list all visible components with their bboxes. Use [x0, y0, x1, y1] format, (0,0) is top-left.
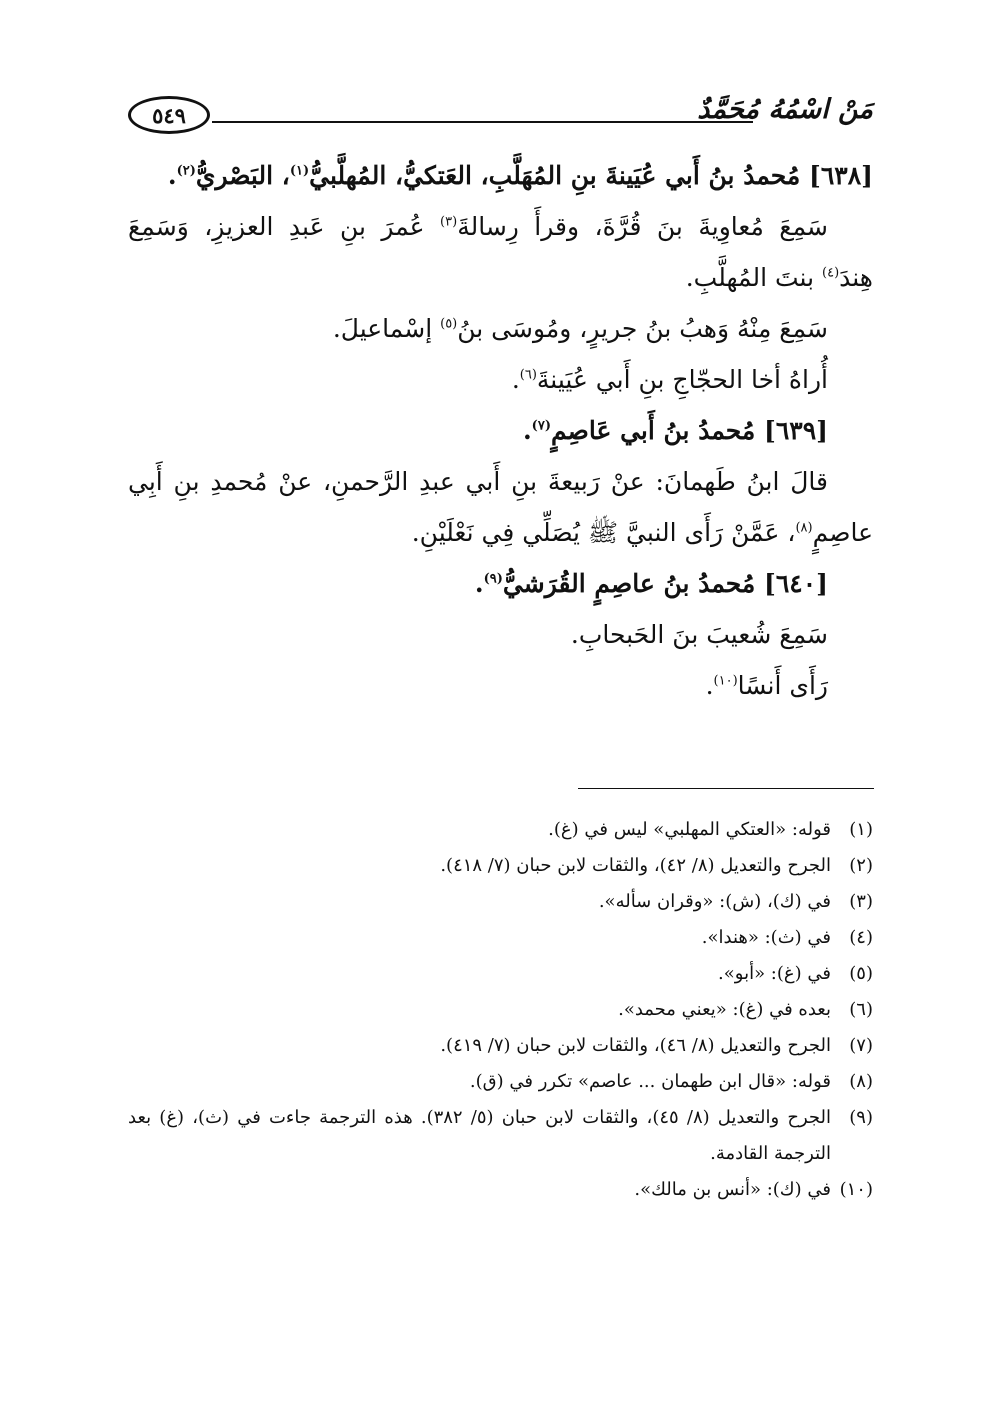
footnote-text: في (ك)، (ش): «وقران سأله».	[598, 891, 831, 912]
entry-heading-639	[128, 405, 873, 456]
running-header-title: مَنْ اسْمُهُ مُحَمَّدٌ	[697, 94, 873, 125]
text-run: ، البَصْريُّ	[195, 161, 290, 190]
text-run: سَمِعَ مُعاوِيةَ بنَ قُرَّةَ، وقرأَ رِسالةَ	[457, 212, 828, 241]
footnote-number: (١٠)	[839, 1179, 873, 1200]
text-run: إسْماعيلَ.	[332, 314, 441, 343]
footnote-text: في (غ): «أبو».	[718, 963, 831, 984]
footnote-text: قوله: «العتكي المهلبي» ليس في (غ).	[548, 819, 831, 840]
footnote-number: (٢)	[849, 855, 873, 876]
text-run: هِندَ	[839, 263, 873, 292]
text-run: .	[705, 671, 714, 700]
footnote-number: (٦)	[849, 999, 873, 1020]
footnote-ref: (٩)	[483, 571, 503, 587]
text-line	[128, 507, 873, 558]
footnote-ref: (٢)	[176, 163, 196, 179]
text-line	[128, 201, 873, 252]
footnote-ref: (٦)	[519, 367, 537, 383]
footnote-ref: (٧)	[531, 418, 551, 434]
text-run: سَمِعَ شُعيبَ بنَ الحَبحابِ.	[570, 620, 828, 649]
text-run: [٦٣٨] مُحمدُ بنُ أَبي عُيَينةَ بنِ المُهَلَّبِ، العَتكيُّ، المُهلَّبيُّ	[309, 161, 873, 190]
footnote-text: الجرح والتعديل (٨/ ٤٢)، والثقات لابن حبان (٧/ ٤١٨).	[440, 855, 831, 876]
entry-heading-638	[128, 150, 873, 201]
page-number: ٥٤٩	[152, 102, 186, 128]
text-line	[128, 252, 873, 303]
footnote-text: الجرح والتعديل (٨/ ٤٥)، والثقات لابن حبان (٥/ ٣٨٢). هذه الترجمة جاءت في (ث)، (غ) بعد الترجمة القادمة.	[128, 1107, 831, 1164]
text-line	[128, 660, 873, 711]
footnote-text: في (ك): «أنس بن مالك».	[634, 1179, 831, 1200]
text-run: .	[511, 365, 520, 394]
text-run: [٦٤٠] مُحمدُ بنُ عاصِمٍ القُرَشيُّ	[502, 569, 828, 598]
footnote	[128, 1100, 873, 1172]
page-number-badge	[128, 96, 210, 134]
text-line	[128, 609, 873, 660]
footnote-ref: (١)	[289, 163, 310, 179]
text-line	[128, 303, 873, 354]
footnote-number: (٧)	[849, 1035, 873, 1056]
footnote-ref: (٣)	[440, 214, 458, 230]
footnote-number: (٥)	[849, 963, 873, 984]
footnote-separator	[578, 788, 874, 789]
text-run: [٦٣٩] مُحمدُ بنُ أَبي عَاصِمٍ	[550, 416, 828, 445]
footnote-text: الجرح والتعديل (٨/ ٤٦)، والثقات لابن حبان (٧/ ٤١٩).	[440, 1035, 831, 1056]
entry-heading-640	[128, 558, 873, 609]
footnote-number: (٣)	[849, 891, 873, 912]
footnote-ref: (٥)	[440, 316, 458, 332]
text-run: عُمرَ بنِ عَبدِ العزيزِ، وَسَمِعَ	[128, 212, 441, 241]
footnotes	[128, 812, 873, 1208]
footnote	[128, 1028, 873, 1064]
footnote	[128, 848, 873, 884]
footnote	[128, 956, 873, 992]
main-text	[128, 150, 873, 711]
footnote	[128, 920, 873, 956]
footnote-ref: (٨)	[795, 520, 813, 536]
text-run: ، عَمَّنْ رَأَى النبيَّ ﷺ يُصَلِّي فِي نَعْلَيْنِ.	[411, 518, 796, 547]
text-run: أُراهُ أخا الحجّاجِ بنِ أَبي عُيَينةَ	[536, 365, 828, 394]
footnote-text: قوله: «قال ابن طهمان ... عاصم» تكرر في (ق).	[469, 1071, 831, 1092]
footnote-ref: (١٠)	[713, 673, 738, 689]
footnote	[128, 1172, 873, 1208]
text-run: .	[522, 416, 532, 445]
footnote-ref: (٤)	[822, 265, 840, 281]
text-run: .	[474, 569, 484, 598]
text-run: بنتَ المُهلَّبِ.	[685, 263, 822, 292]
running-header	[128, 88, 873, 144]
text-run: عاصِمٍ	[812, 518, 873, 547]
footnote-number: (٨)	[849, 1071, 873, 1092]
text-line	[128, 456, 873, 507]
footnote-number: (٩)	[849, 1107, 873, 1128]
text-line	[128, 354, 873, 405]
footnote	[128, 812, 873, 848]
footnote-text: في (ث): «هندا».	[701, 927, 831, 948]
text-run: رَأَى أَنسًا	[737, 671, 828, 700]
text-run: .	[167, 161, 177, 190]
footnote-number: (١)	[849, 819, 873, 840]
footnote-number: (٤)	[849, 927, 873, 948]
header-rule	[212, 121, 753, 123]
footnote	[128, 884, 873, 920]
text-run: سَمِعَ مِنْهُ وَهبُ بنُ جريرٍ، ومُوسَى بنُ	[457, 314, 828, 343]
footnote	[128, 992, 873, 1028]
footnote-text: بعده في (غ): «يعني محمد».	[618, 999, 831, 1020]
footnote	[128, 1064, 873, 1100]
text-run: قالَ ابنُ طَهمانَ: عنْ رَبيعةَ بنِ أَبي عبدِ الرَّحمنِ، عنْ مُحمدِ بنِ أَبِي	[128, 467, 828, 496]
